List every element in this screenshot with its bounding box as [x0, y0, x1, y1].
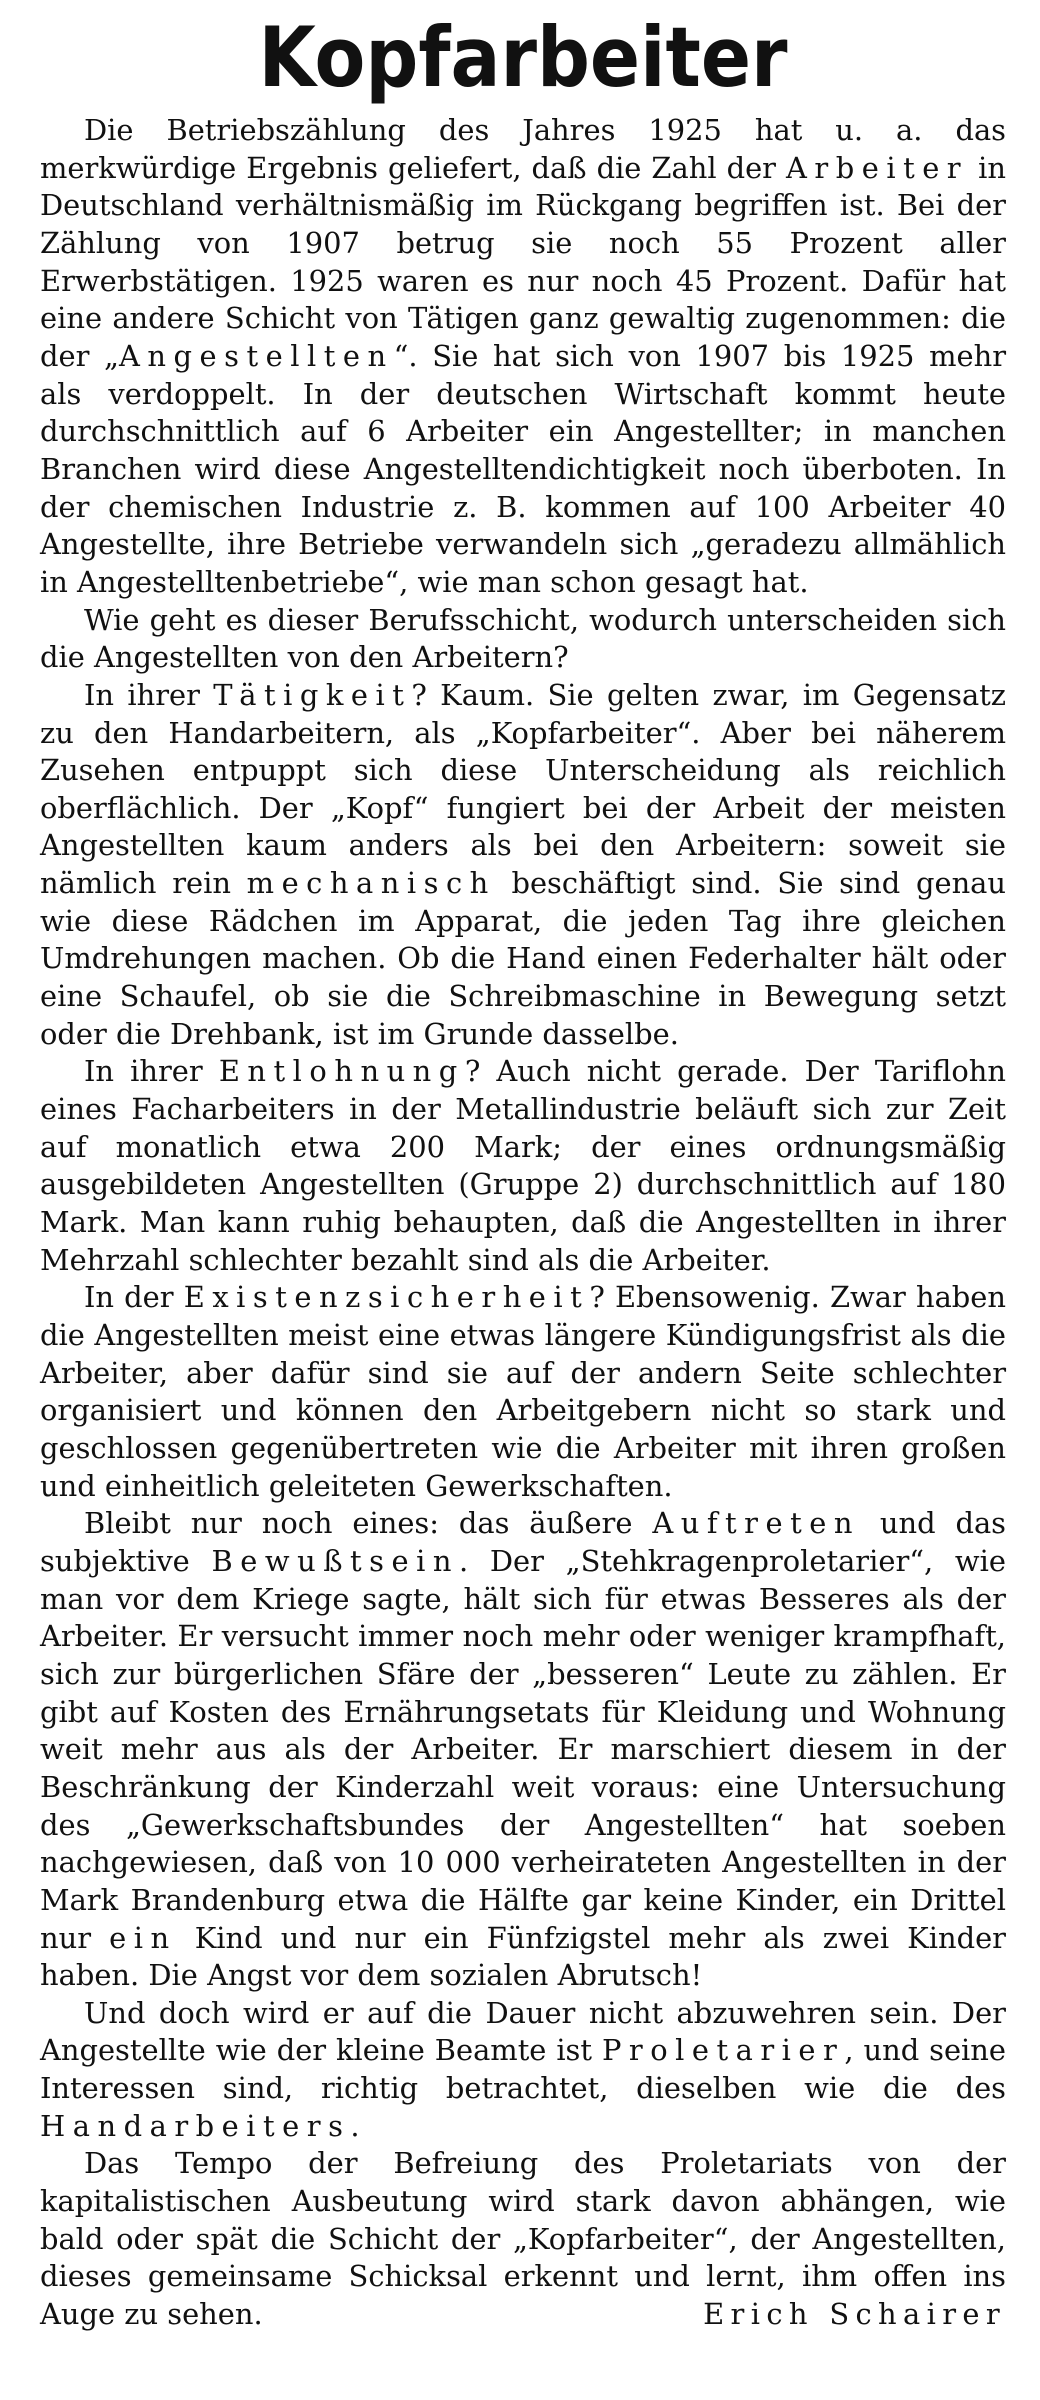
article-paragraph: [40, 1053, 1006, 1279]
article-paragraph: [40, 677, 1006, 1054]
paragraph-text: .: [350, 2108, 360, 2143]
article-paragraph: [40, 2145, 1006, 2333]
article-paragraph: [40, 1505, 1006, 1995]
emphasized-spaced-text: Tätigkeit: [213, 677, 412, 712]
article-body: [40, 112, 1006, 2334]
article-paragraph: [40, 602, 1006, 677]
paragraph-text: Wie geht es dieser Berufsschicht, wodurch unterscheiden sich die Angestellten von den Arbeitern?: [40, 602, 1006, 675]
paragraph-text: Die Betriebszählung des Jahres 1925 hat u. a. das merkwürdige Ergebnis geliefert, daß die Zahl der: [40, 113, 1006, 185]
article-paragraph: [40, 1995, 1006, 2146]
paragraph-text: und das subjektive: [40, 1506, 1006, 1578]
emphasized-spaced-text: Bewußtsein: [211, 1543, 459, 1578]
paragraph-text: Bleibt nur noch eines: das äußere: [84, 1506, 653, 1541]
emphasized-spaced-text: Existenzsicherheit: [183, 1280, 590, 1315]
paragraph-text: “. Sie hat sich von 1907 bis 1925 mehr als verdoppelt. In der deutschen Wirtschaft kommt heute durchschnittlich auf 6 Arbeiter ein Angestellter; in manchen Branchen wird diese Angestelltendichtigkeit noch überboten. In der chemischen Industrie z. B. kommen auf 100 Arbeiter 40 Angestellte, ihre Betriebe verwandeln sich „geradezu allmählich in Angestelltenbetriebe“, wie man schon gesagt hat.: [40, 338, 1007, 599]
paragraph-text: Und doch wird er auf die Dauer nicht abzuwehren sein. Der Angestellte wie der kleine Beamte ist: [40, 1995, 1006, 2068]
paragraph-text: In der: [84, 1280, 184, 1315]
paragraph-text: , und seine Interessen sind, richtig betrachtet, dieselben wie die des: [40, 2033, 1006, 2106]
paragraph-text: in Deutschland verhältnismäßig im Rückgang begriffen ist. Bei der Zählung von 1907 betrug sie noch 55 Prozent aller Erwerbstätigen. 1925 waren es nur noch 45 Prozent. Dafür hat eine andere Schicht von Tätigen ganz gewaltig zugenommen: die der „: [40, 150, 1007, 373]
author-signature: Erich Schairer: [703, 2297, 1006, 2332]
article-paragraph: [40, 112, 1006, 602]
emphasized-spaced-text: mechanisch: [246, 866, 496, 901]
article-title: Kopfarbeiter: [258, 9, 788, 107]
paragraph-text: . Der „Stehkragenproletarier“, wie man vor dem Kriege sagte, hält sich für etwas Besseres als der Arbeiter. Er versucht immer noch mehr oder weniger krampfhaft, sich zur bürgerlichen Sfäre der „besseren“ Leute zu zählen. Er gibt auf Kosten des Ernährungsetats für Kleidung und Wohnung weit mehr aus als der Arbeiter. Er marschiert diesem in der Beschränkung der Kinderzahl weit voraus: eine Untersuchung des „Gewerkschaftsbundes der Angestellten“ hat soeben nachgewiesen, daß von 10 000 verheirateten Angestellten in der Mark Brandenburg etwa die Hälfte gar keine Kinder, ein Drittel nur: [40, 1543, 1006, 1955]
paragraph-text: Das Tempo der Befreiung des Proletariats von der kapitalistischen Ausbeutung wird stark davon abhängen, wie bald oder spät die Schicht der „Kopfarbeiter“, der Angestellten, dieses gemeinsame Schicksal erkennt und lernt, ihm offen ins Auge zu sehen.: [40, 2146, 1006, 2332]
paragraph-text: Kind und nur ein Fünfzigstel mehr als zwei Kinder haben. Die Angst vor dem sozialen Abrutsch!: [40, 1920, 1006, 1993]
paragraph-text: ? Auch nicht gerade. Der Tariflohn eines Facharbeiters in der Metallindustrie beläuft sich zur Zeit auf monatlich etwa 200 Mark; der eines ordnungsmäßig ausgebildeten Angestellten (Gruppe 2) durchschnittlich auf 180 Mark. Man kann ruhig behaupten, daß die Angestellten in ihrer Mehrzahl schlechter bezahlt sind als die Arbeiter.: [40, 1054, 1007, 1277]
paragraph-text: ? Ebensowenig. Zwar haben die Angestellten meist eine etwas längere Kündigungsfrist als die Arbeiter, aber dafür sind sie auf der andern Seite schlechter organisiert und können den Arbeitgebern nicht so stark und geschlossen gegenübertreten wie die Arbeiter mit ihren großen und einheitlich geleiteten Gewerkschaften.: [40, 1280, 1007, 1503]
emphasized-spaced-text: Entlohnung: [218, 1054, 465, 1089]
paragraph-text: ? Kaum. Sie gelten zwar, im Gegensatz zu den Handarbeitern, als „Kopfarbeiter“. Aber bei näherem Zusehen entpuppt sich diese Unterscheidung als reichlich oberflächlich. Der „Kopf“ fungiert bei der Arbeit der meisten Angestellten kaum anders als bei den Arbeitern: soweit sie nämlich rein: [40, 677, 1007, 901]
emphasized-spaced-text: Handarbeiters: [40, 2108, 351, 2143]
paragraph-text: In ihrer: [84, 1054, 219, 1089]
paragraph-text: In ihrer: [84, 677, 214, 712]
emphasized-spaced-text: Proletarier: [601, 2033, 845, 2068]
article-paragraph: [40, 1279, 1006, 1505]
emphasized-spaced-text: Arbeiter: [786, 150, 969, 185]
paragraph-text: beschäftigt sind. Sie sind genau wie diese Rädchen im Apparat, die jeden Tag ihre gleichen Umdrehungen machen. Ob die Hand einen Federhalter hält oder eine Schaufel, ob sie die Schreibmaschine in Bewegung setzt oder die Drehbank, ist im Grunde dasselbe.: [40, 866, 1007, 1051]
emphasized-spaced-text: ein: [109, 1920, 177, 1955]
emphasized-spaced-text: Auftreten: [652, 1506, 860, 1541]
emphasized-spaced-text: Angestellten: [119, 338, 394, 373]
